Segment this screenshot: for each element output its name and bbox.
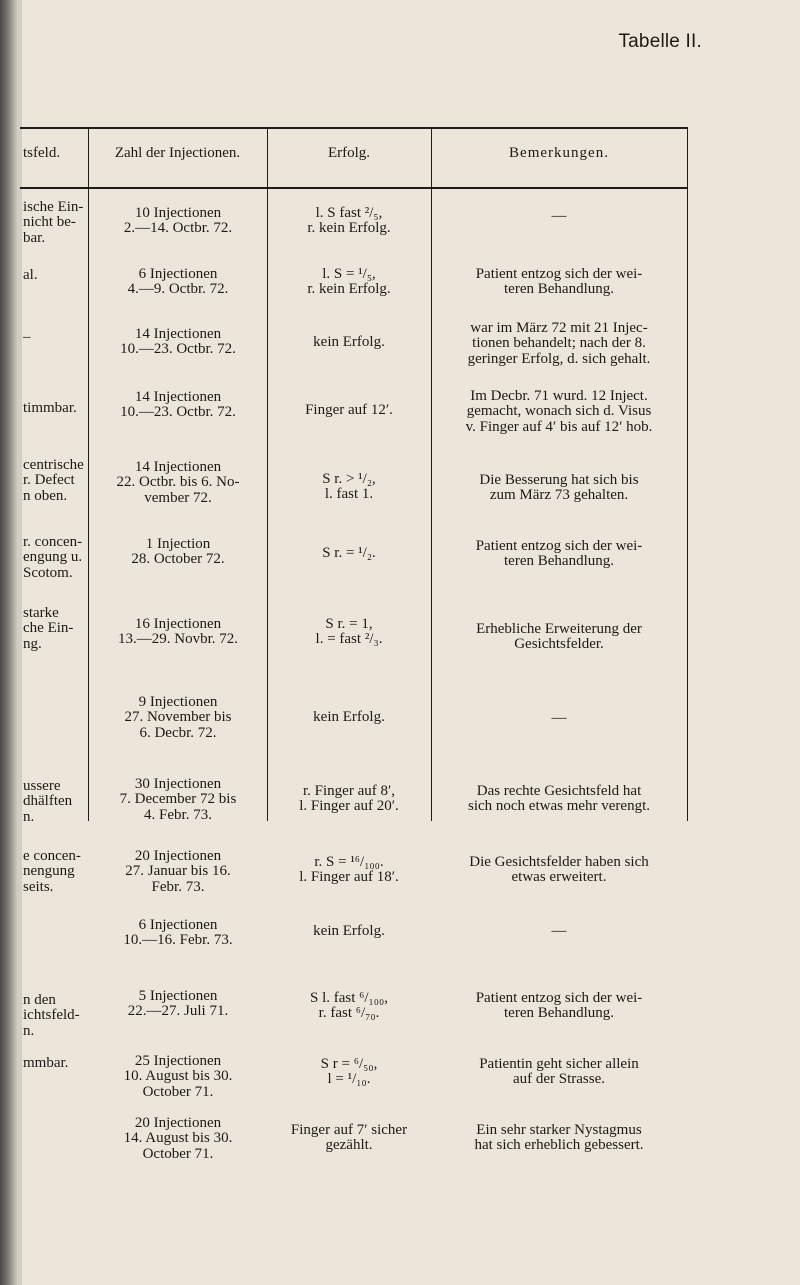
table-cell: 9 Injectionen 27. November bis 6. Decbr. 72. bbox=[124, 694, 232, 741]
table-cell: Patientin geht sicher allein auf der Strasse. bbox=[479, 1056, 639, 1088]
results-table bbox=[20, 127, 688, 1162]
table-cell: Patient entzog sich der wei- teren Behandlung. bbox=[475, 990, 643, 1022]
table-cell: — bbox=[551, 710, 567, 726]
table-cell: Ein sehr starker Nystagmus hat sich erheblich gebessert. bbox=[474, 1122, 644, 1154]
table-cell: r. Finger auf 8′, l. Finger auf 20′. bbox=[299, 783, 399, 815]
table-cell: kein Erfolg. bbox=[313, 334, 385, 350]
table-cell: S r. > ¹/₂, l. fast 1. bbox=[322, 471, 376, 503]
table-column-rule-2 bbox=[267, 127, 268, 821]
table-cell: r. concen- engung u. Scotom. bbox=[23, 534, 83, 581]
table-cell: r. S = ¹⁶/₁₀₀. l. Finger auf 18′. bbox=[299, 854, 399, 886]
table-header-rule bbox=[20, 187, 688, 189]
table-cell: Die Besserung hat sich bis zum März 73 gehalten. bbox=[479, 472, 639, 504]
table-cell: S r. = ¹/₂. bbox=[322, 545, 376, 561]
table-column-rule-3 bbox=[431, 127, 432, 821]
table-cell: al. bbox=[23, 267, 38, 283]
table-column-rule-1 bbox=[88, 127, 89, 821]
header-cell-bemerkungen: Bemerkungen. bbox=[509, 145, 609, 161]
table-cell: 30 Injectionen 7. December 72 bis 4. Febr. 73. bbox=[119, 776, 237, 823]
header-cell-erfolg: Erfolg. bbox=[327, 145, 371, 161]
table-cell: Erhebliche Erweiterung der Gesichtsfelder. bbox=[476, 621, 642, 653]
table-cell: war im März 72 mit 21 Injec- tionen behandelt; nach der 8. geringer Erfolg, d. sich gehalt. bbox=[467, 320, 651, 367]
table-cell: l. S fast ²/₅, r. kein Erfolg. bbox=[307, 205, 391, 237]
table-cell: S r. = 1, l. = fast ²/₃. bbox=[315, 616, 383, 648]
header-cell-gesichtsfeld: tsfeld. bbox=[23, 145, 61, 161]
table-right-rule bbox=[687, 127, 688, 821]
table-cell: 14 Injectionen 10.—23. Octbr. 72. bbox=[120, 389, 236, 421]
table-cell: starke che Ein- ng. bbox=[23, 605, 74, 652]
table-cell: 6 Injectionen 4.—9. Octbr. 72. bbox=[127, 266, 229, 298]
table-cell: 16 Injectionen 13.—29. Novbr. 72. bbox=[118, 616, 238, 648]
table-cell: S l. fast ⁶/₁₀₀, r. fast ⁶/₇₀. bbox=[309, 990, 388, 1022]
table-cell: mmbar. bbox=[23, 1055, 69, 1071]
table-cell: 1 Injection 28. October 72. bbox=[131, 536, 225, 568]
table-cell: centrische r. Defect n oben. bbox=[23, 457, 84, 504]
table-cell: 6 Injectionen 10.—16. Febr. 73. bbox=[123, 917, 233, 949]
table-cell: — bbox=[551, 208, 567, 224]
table-cell: Patient entzog sich der wei- teren Behandlung. bbox=[475, 266, 643, 298]
table-cell: ussere dhälften n. bbox=[23, 778, 73, 825]
table-cell: Die Gesichtsfelder haben sich etwas erweitert. bbox=[469, 854, 649, 886]
table-cell: Das rechte Gesichtsfeld hat sich noch etwas mehr verengt. bbox=[467, 783, 651, 815]
table-cell: e concen- nengung seits. bbox=[23, 848, 81, 895]
table-cell: Finger auf 12′. bbox=[305, 402, 393, 418]
table-cell: – bbox=[23, 329, 31, 345]
table-cell: — bbox=[551, 923, 567, 939]
table-cell: Patient entzog sich der wei- teren Behandlung. bbox=[475, 538, 643, 570]
table-cell: 20 Injectionen 27. Januar bis 16. Febr. 73. bbox=[125, 848, 231, 895]
table-cell: Im Decbr. 71 wurd. 12 Inject. gemacht, wonach sich d. Visus v. Finger auf 4′ bis auf 12′ hob. bbox=[465, 388, 653, 435]
table-top-rule bbox=[20, 127, 688, 129]
table-cell: n den ichtsfeld- n. bbox=[23, 992, 80, 1039]
page-left-shadow bbox=[0, 0, 18, 1285]
table-cell: kein Erfolg. bbox=[313, 923, 385, 939]
table-cell: 20 Injectionen 14. August bis 30. October 71. bbox=[123, 1115, 233, 1162]
table-cell: kein Erfolg. bbox=[313, 709, 385, 725]
header-cell-zahl-der-injectionen: Zahl der Injectionen. bbox=[114, 145, 241, 161]
page-label: Tabelle II. bbox=[618, 31, 702, 52]
table-cell: Finger auf 7′ sicher gezählt. bbox=[290, 1122, 408, 1154]
table-cell: 14 Injectionen 22. Octbr. bis 6. No- vember 72. bbox=[116, 459, 240, 506]
table-cell: S r = ⁶/₅₀, l = ¹/₁₀. bbox=[320, 1056, 378, 1088]
table-cell: 10 Injectionen 2.—14. Octbr. 72. bbox=[123, 205, 233, 237]
table-cell: 14 Injectionen 10.—23. Octbr. 72. bbox=[120, 326, 236, 358]
table-cell: 25 Injectionen 10. August bis 30. October 71. bbox=[123, 1053, 233, 1100]
table-cell: 5 Injectionen 22.—27. Juli 71. bbox=[127, 988, 229, 1020]
table-cell: l. S = ¹/₅, r. kein Erfolg. bbox=[307, 266, 391, 298]
table-cell: ische Ein- nicht be- bar. bbox=[23, 199, 84, 246]
table-cell: timmbar. bbox=[23, 400, 77, 416]
